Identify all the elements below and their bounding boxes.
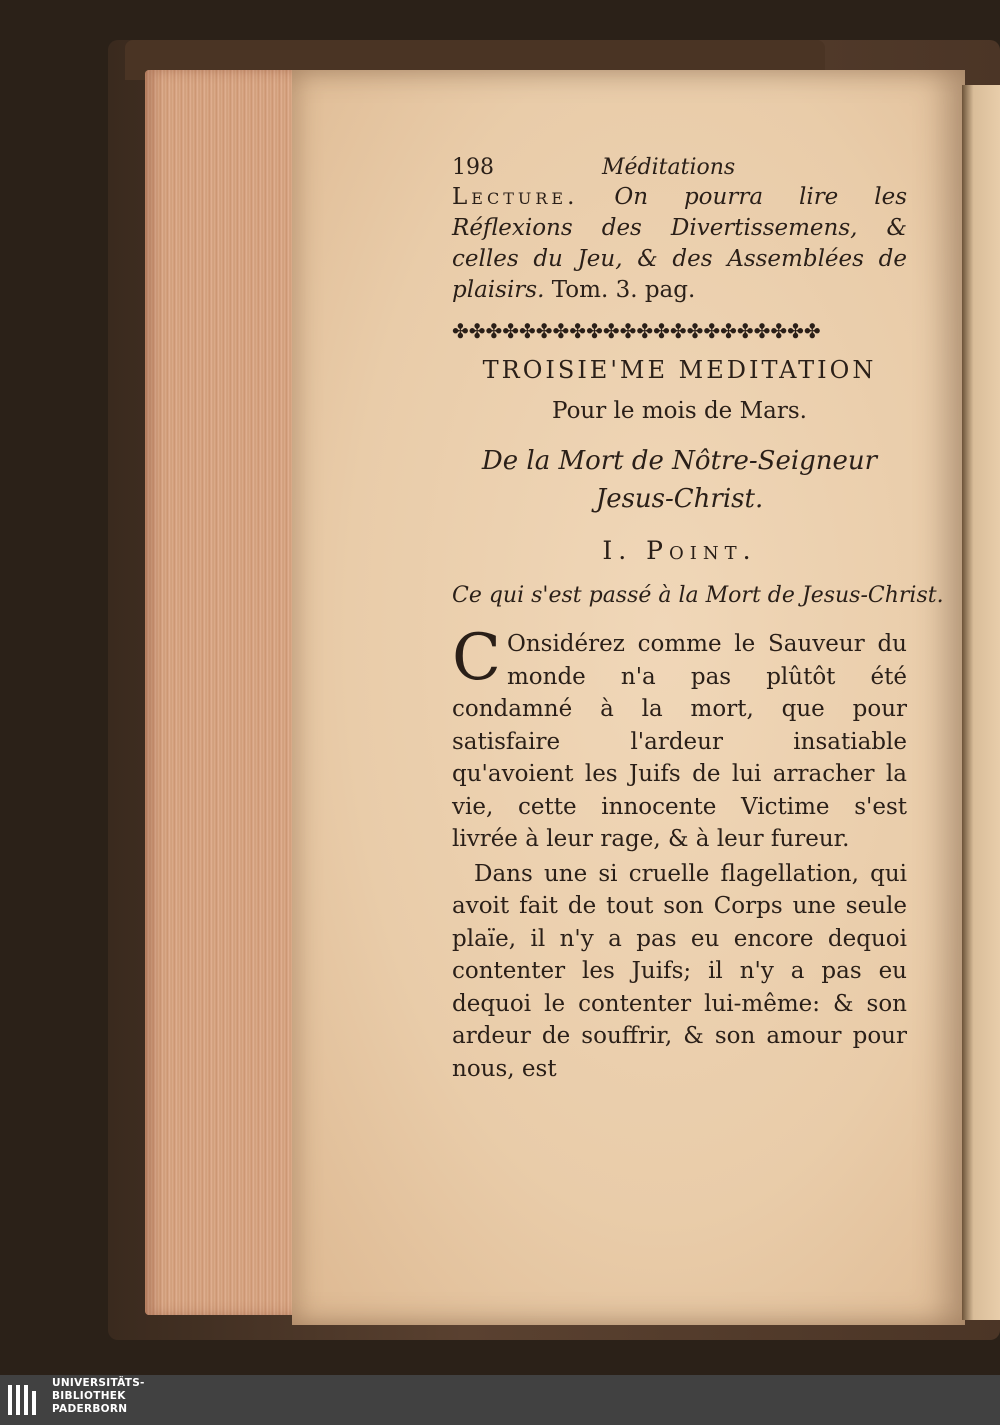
paragraph-1-text: Onsidérez comme le Sauveur du monde n'a pas plûtôt été condamné à la mort, que pour satisfaire l'ardeur insatiable qu'avoient les Juifs de lui arracher la vie, cette innocente Victime s'est livrée à leur rage, & à leur fureur. [452,631,907,852]
lecture-label: Lecture. [452,184,579,210]
library-name-line2: BIBLIOTHEK [52,1390,126,1402]
paragraph-1 [452,621,907,856]
point-label: I. Point. [602,536,757,565]
meditation-title: TROISIE'ME MEDITATION [482,356,877,384]
library-footer [0,1375,1000,1425]
facing-page-edge [962,85,1000,1320]
page-edges [145,70,300,1315]
page-text [452,148,944,1085]
page-number: 198 [452,155,494,180]
library-name-line1: UNIVERSITÄTS- [52,1377,145,1389]
library-logo-icon [6,1381,44,1419]
drop-cap: C [452,621,501,695]
paragraph-2: Dans une si cruelle flagellation, qui avoit fait de tout son Corps une seule plaïe, il n'y a pas eu encore dequoi contenter les Juifs; il n'y a pas eu dequoi le contenter lui-même: & son ardeur de souffrir, & son amour pour nous, est [452,860,907,1082]
ornament-band: ✤✤✤✤✤✤✤✤✤✤✤✤✤✤✤✤✤✤✤✤✤✤ [452,319,821,343]
lecture-text: On pourra lire les Réflexions des Divertissemens, & celles du Jeu, & des Assemblées de plaisirs. [452,184,908,303]
library-name-line3: PADERBORN [52,1403,128,1415]
meditation-heading: De la Mort de Nôtre-Seigneur Jesus-Christ. [481,446,878,514]
meditation-subtitle: Pour le mois de Mars. [552,398,807,424]
page-header [452,148,907,180]
lecture-ref: Tom. 3. pag. [551,277,696,303]
library-name [52,1377,145,1416]
point-subtitle: Ce qui s'est passé à la Mort de Jesus-Christ. [452,583,944,608]
lecture-paragraph [452,182,907,306]
running-title: Méditations [602,155,736,180]
